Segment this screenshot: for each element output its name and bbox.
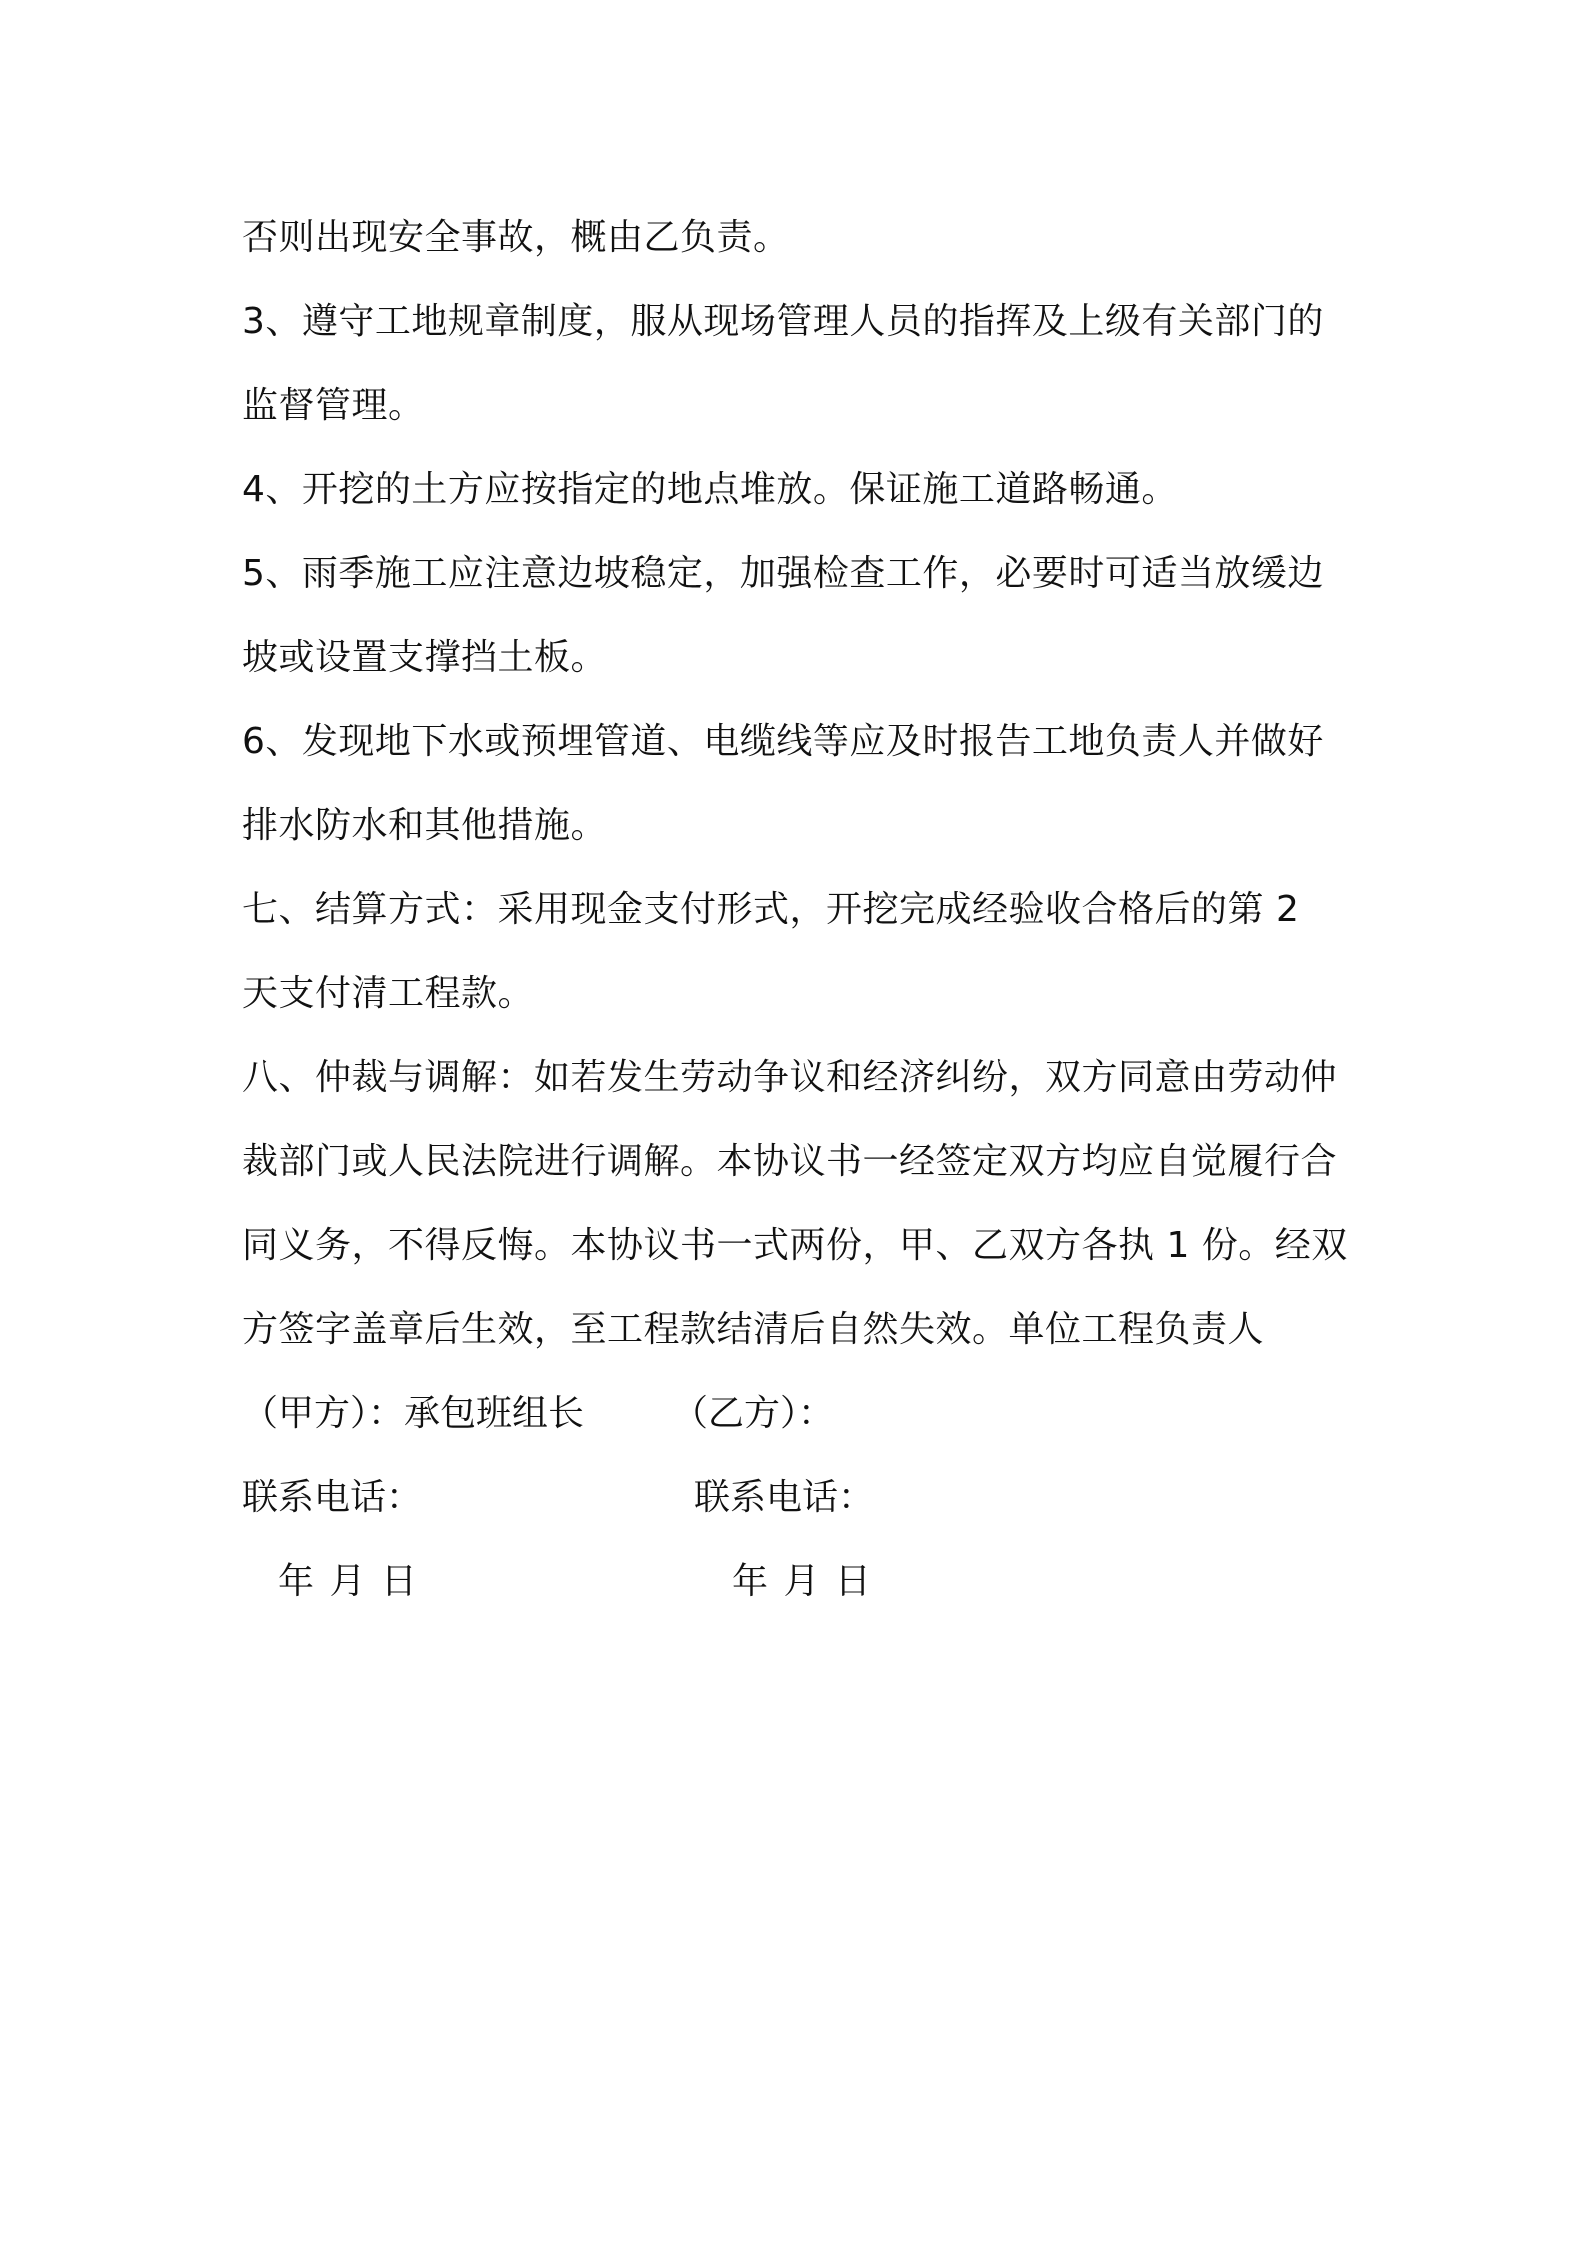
paragraph-line: 5、雨季施工应注意边坡稳定，加强检查工作，必要时可适当放缓边 [242,553,1324,594]
paragraph-line: 3、遵守工地规章制度，服从现场管理人员的指挥及上级有关部门的 [242,301,1324,342]
paragraph-line: 监督管理。 [242,385,425,426]
paragraph-line: 八、仲裁与调解：如若发生劳动争议和经济纠纷，双方同意由劳动仲 [242,1057,1338,1098]
phone-b-label: 联系电话： [694,1477,875,1518]
signature-party-row [242,1372,1362,1456]
paragraph-line: 七、结算方式：采用现金支付形式，开挖完成经验收合格后的第 2 [242,889,1300,930]
paragraph-line: 6、发现地下水或预埋管道、电缆线等应及时报告工地负责人并做好 [242,721,1324,762]
party-a-label: （甲方）：承包班组长 [242,1393,585,1434]
paragraph-line: 裁部门或人民法院进行调解。本协议书一经签定双方均应自觉履行合 [242,1141,1338,1182]
paragraph-line: 天支付清工程款。 [242,973,535,1014]
paragraph-line: 方签字盖章后生效，至工程款结清后自然失效。单位工程负责人 [242,1309,1265,1350]
paragraph-line: 排水防水和其他措施。 [242,805,608,846]
signature-phone-row [242,1456,1362,1540]
document-body [242,196,1362,1624]
date-a: 年 月 日 [278,1561,419,1602]
paragraph-line: 坡或设置支撑挡土板。 [242,637,608,678]
paragraph-line: 4、开挖的土方应按指定的地点堆放。保证施工道路畅通。 [242,469,1178,510]
party-b-label: （乙方）： [672,1393,835,1434]
phone-a-label: 联系电话： [242,1477,423,1518]
paragraph-line: 否则出现安全事故，概由乙负责。 [242,217,790,258]
paragraph-line: 同义务，不得反悔。本协议书一式两份，甲、乙双方各执 1 份。经双 [242,1225,1348,1266]
date-b: 年 月 日 [732,1561,873,1602]
signature-date-row [242,1540,1362,1624]
